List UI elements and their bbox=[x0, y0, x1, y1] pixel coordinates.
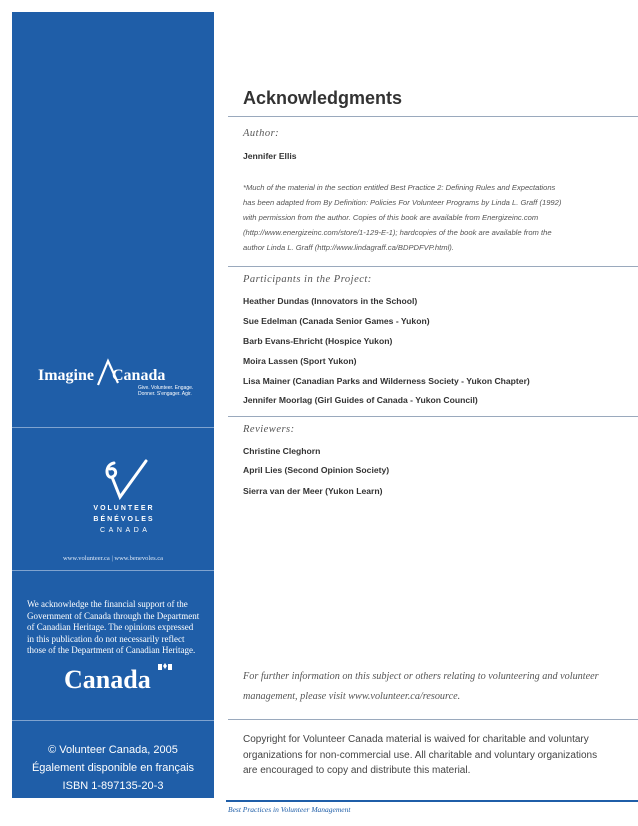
note-line: with permission from the author. Copies of this book are available from Energizeinc.com bbox=[243, 213, 539, 222]
participant-name: Lisa Mainer (Canadian Parks and Wilderness Society - Yukon Chapter) bbox=[243, 376, 530, 386]
sidebar-copyright: © Volunteer Canada, 2005 bbox=[48, 744, 178, 756]
section-rule bbox=[228, 719, 638, 720]
participant-name: Heather Dundas (Innovators in the School) bbox=[243, 296, 418, 306]
footer-rule bbox=[226, 800, 638, 802]
further-info: For further information on this subject or others relating to volunteering and volunteer management, please visit www.volunteer.ca/resource. bbox=[243, 671, 599, 702]
reviewer-name: April Lies (Second Opinion Society) bbox=[243, 465, 390, 475]
sidebar-websites: www.volunteer.ca | www.benevoles.ca bbox=[62, 555, 164, 562]
note-line: (http://www.energizeinc.com/store/1-129-E-1); hardcopies of the book are available from the bbox=[243, 228, 552, 237]
sidebar-divider bbox=[12, 570, 214, 571]
vc-line3: C A N A D A bbox=[100, 527, 148, 534]
sidebar-acknowledgement: We acknowledge the financial support of the Government of Canada through the Department of Canadian Heritage. The opinions expressed in this publication do not necessarily reflect those of the Department of Canadian Heritage. bbox=[27, 599, 200, 655]
participant-name: Barb Evans-Ehricht (Hospice Yukon) bbox=[243, 336, 393, 346]
vc-line1: VOLUNTEER bbox=[93, 505, 155, 512]
sidebar-divider bbox=[12, 720, 214, 721]
section-rule bbox=[228, 266, 638, 267]
imagine-tag-en: Give. Volunteer. Engage. bbox=[138, 385, 194, 391]
volunteer-figure-icon bbox=[96, 457, 152, 501]
participant-name: Sue Edelman (Canada Senior Games - Yukon) bbox=[243, 316, 430, 326]
vc-line2: BÉNÉVOLES bbox=[93, 516, 155, 523]
page-footer: Best Practices in Volunteer Management bbox=[228, 805, 351, 814]
sidebar-isbn: ISBN 1-897135-20-3 bbox=[62, 780, 164, 792]
canada-wordmark-logo bbox=[64, 662, 174, 694]
page-title: Acknowledgments bbox=[243, 88, 403, 108]
title-rule bbox=[228, 116, 638, 117]
author-name: Jennifer Ellis bbox=[243, 151, 297, 161]
section-rule bbox=[228, 416, 638, 417]
sidebar-french: Également disponible en français bbox=[31, 762, 195, 774]
volunteer-canada-logo bbox=[74, 457, 174, 547]
author-label: Author: bbox=[243, 128, 280, 139]
imagine-tag-fr: Donner. S'engager. Agir. bbox=[138, 391, 192, 397]
note-line: *Much of the material in the section entitled Best Practice 2: Defining Rules and Expectations bbox=[243, 183, 556, 192]
svg-text:Canada: Canada bbox=[64, 665, 151, 694]
imagine-logo-word1: Imagine bbox=[38, 367, 94, 384]
imagine-canada-logo bbox=[38, 357, 198, 407]
sidebar-divider bbox=[12, 427, 214, 428]
participant-name: Jennifer Moorlag (Girl Guides of Canada - Yukon Council) bbox=[243, 395, 478, 405]
source-note bbox=[243, 180, 613, 255]
sidebar-panel bbox=[12, 12, 214, 798]
participant-name: Moira Lassen (Sport Yukon) bbox=[243, 356, 357, 366]
imagine-logo-word2: Canada bbox=[112, 367, 166, 384]
imagine-logo-tagline bbox=[138, 385, 208, 397]
copyright-notice: Copyright for Volunteer Canada material is waived for charitable and voluntary organizations for non-commercial use. All charitable and voluntary organizations are encouraged to copy and distribute this material. bbox=[243, 734, 598, 776]
note-line: author Linda L. Graff (http://www.lindagraff.ca/BDPDFVP.html). bbox=[243, 243, 454, 252]
note-line: has been adapted from By Definition: Policies For Volunteer Programs by Linda L. Graff (1992) bbox=[243, 198, 562, 207]
reviewer-name: Christine Cleghorn bbox=[243, 446, 321, 456]
reviewer-name: Sierra van der Meer (Yukon Learn) bbox=[243, 486, 383, 496]
reviewers-label: Reviewers: bbox=[243, 424, 295, 435]
participants-label: Participants in the Project: bbox=[243, 274, 372, 285]
